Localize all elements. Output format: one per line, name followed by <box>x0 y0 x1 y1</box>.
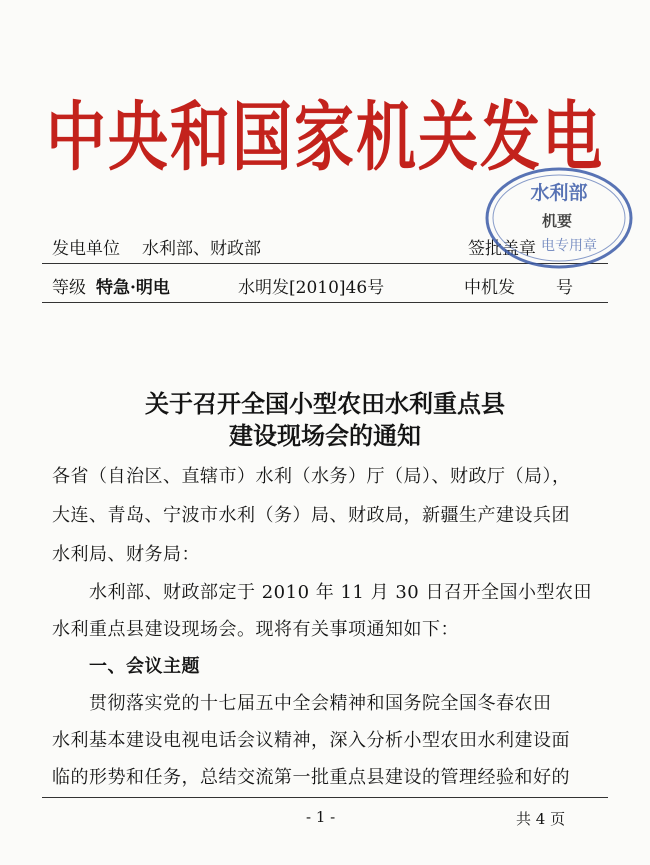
sender-value: 水利部、财政部 <box>142 239 261 259</box>
seal-middle-text: 机要 <box>541 212 573 230</box>
footer-rule <box>42 797 608 798</box>
body-line: 水利重点县建设现场会。现将有关事项通知如下： <box>52 619 459 640</box>
total-pages: 共 4 页 <box>516 810 566 828</box>
page-number: - 1 - <box>306 808 336 826</box>
header-rule-bottom <box>42 302 608 303</box>
body-line: 临的形势和任务，总结交流第一批重点县建设的管理经验和好的 <box>52 767 570 788</box>
seal-bottom-text: 电专用章 <box>541 238 597 254</box>
body-line: 贯彻落实党的十七届五中全会精神和国务院全国冬春农田 <box>52 693 552 714</box>
masthead-title: 中央和国家机关发电 <box>46 94 604 182</box>
level-label: 等级 <box>52 278 86 298</box>
sender-label: 发电单位 <box>52 239 120 259</box>
signer-label: 签批盖章 <box>468 239 536 259</box>
body-line: 各省（自治区、直辖市）水利（水务）厅（局）、财政厅（局）， <box>52 466 571 487</box>
body-line: 水利局、财务局： <box>52 544 200 565</box>
central-suffix: 号 <box>556 278 573 298</box>
section-heading: 一、会议主题 <box>52 656 200 677</box>
notice-title-line-1: 关于召开全国小型农田水利重点县 <box>145 389 505 418</box>
body-line: 水利基本建设电视电话会议精神，深入分析小型农田水利建设面 <box>52 730 570 751</box>
body-line: 大连、青岛、宁波市水利（务）局、财政局，新疆生产建设兵团 <box>52 505 570 526</box>
seal-top-text: 水利部 <box>530 182 588 204</box>
doc-number: 水明发[2010]46号 <box>238 278 385 298</box>
level-value: 特急·明电 <box>96 278 170 298</box>
notice-title-line-2: 建设现场会的通知 <box>229 421 421 450</box>
central-label: 中机发 <box>464 278 515 298</box>
header-rule-top <box>42 263 608 264</box>
body-line: 水利部、财政部定于 2010 年 11 月 30 日召开全国小型农田 <box>52 582 592 603</box>
